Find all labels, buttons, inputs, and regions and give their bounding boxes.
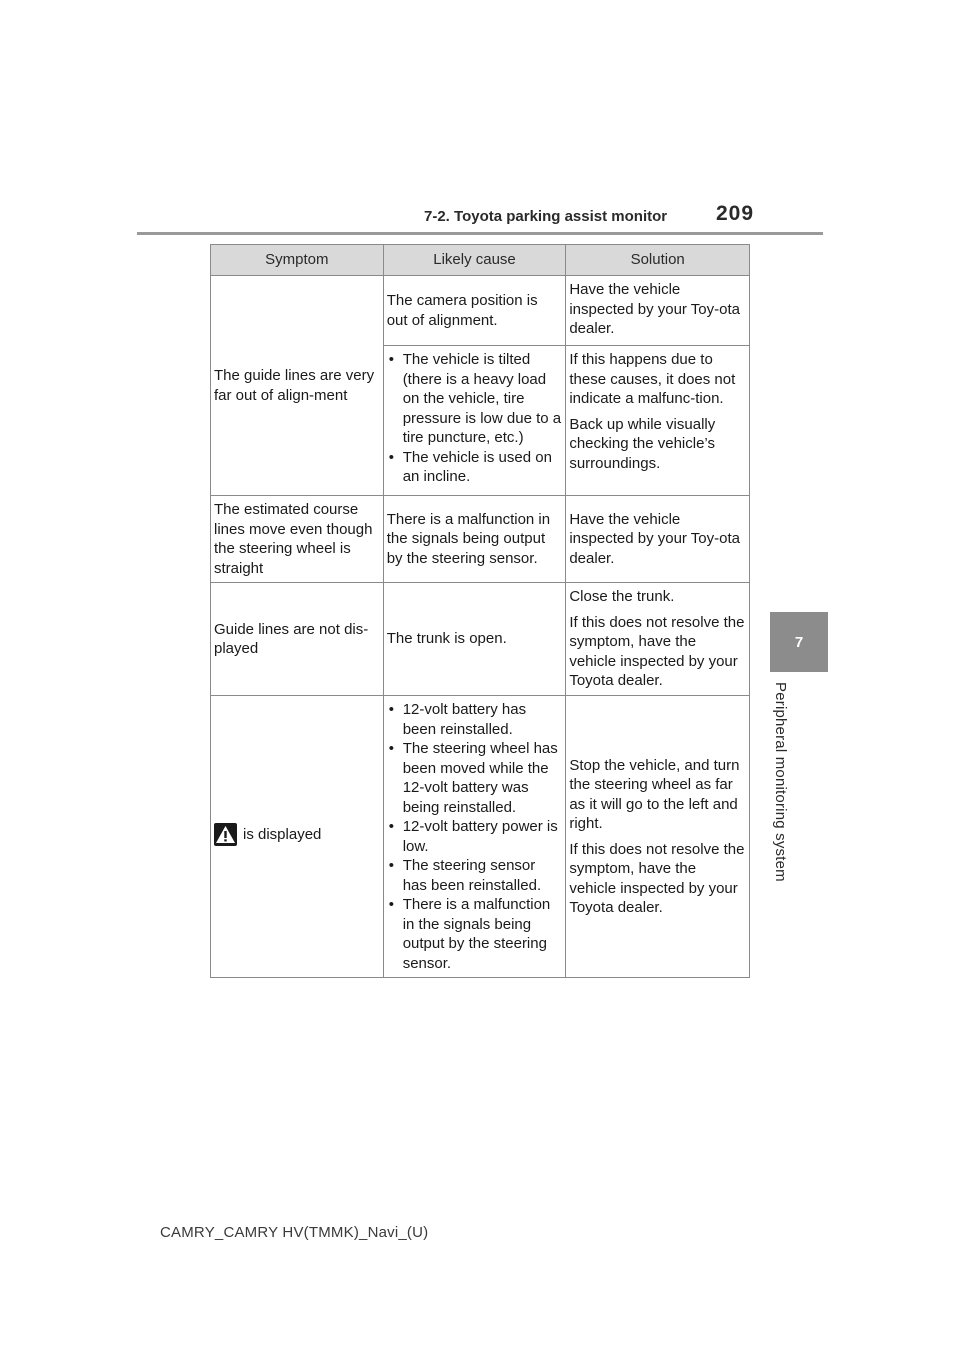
cause-list xyxy=(387,700,563,973)
warning-exclamation-icon xyxy=(214,823,237,846)
cause-cell xyxy=(383,276,566,346)
column-header-symptom: Symptom xyxy=(211,245,384,276)
cause-item: • The vehicle is used on an incline. xyxy=(387,448,563,487)
cause-cell xyxy=(383,696,566,978)
solution-text: If this happens due to these causes, it does not indicate a malfunc-tion. xyxy=(569,351,736,407)
cause-item: • The steering wheel has been moved while the 12-volt battery was being reinstalled. xyxy=(387,739,563,817)
cause-item: • There is a malfunction in the signals being output by the steering sensor. xyxy=(387,895,563,973)
solution-cell xyxy=(566,276,750,346)
solution-text: Close the trunk. xyxy=(569,588,675,606)
cause-item: • The vehicle is tilted (there is a heavy load on the vehicle, tire pressure is low due to a tire puncture, etc.) xyxy=(387,350,563,448)
cause-cell xyxy=(383,496,566,583)
table-row xyxy=(211,496,750,583)
cause-item: • 12-volt battery has been reinstalled. xyxy=(387,700,563,739)
symptom-text: is displayed xyxy=(243,826,322,843)
solution-text: Stop the vehicle, and turn the steering wheel as far as it will go to the left and right. xyxy=(569,756,740,832)
solution-text: If this does not resolve the symptom, have the vehicle inspected by your Toyota dealer. xyxy=(569,840,745,916)
cause-text: There is a malfunction in the signals being output by the steering sensor. xyxy=(386,510,551,567)
cause-text: The camera position is out of alignment. xyxy=(386,292,538,329)
symptom-cell xyxy=(211,496,384,583)
table-header-row xyxy=(211,245,750,276)
cause-cell xyxy=(383,583,566,696)
symptom-with-icon xyxy=(214,823,321,846)
solution-cell xyxy=(566,346,750,496)
solution-cell xyxy=(566,583,750,696)
column-header-solution: Solution xyxy=(566,245,750,276)
column-header-likely-cause: Likely cause xyxy=(383,245,566,276)
symptom-text: The guide lines are very far out of align-ment xyxy=(214,367,375,404)
table-row xyxy=(211,696,750,978)
symptom-cell xyxy=(211,583,384,696)
cause-list xyxy=(387,350,563,487)
warning-triangle-icon xyxy=(215,825,236,844)
page-number: 209 xyxy=(716,202,755,225)
cause-item: • 12-volt battery power is low. xyxy=(387,817,563,856)
solution-cell xyxy=(566,696,750,978)
solution-text: Have the vehicle inspected by your Toy-ota dealer. xyxy=(569,281,740,337)
cause-text: The trunk is open. xyxy=(386,630,507,648)
symptom-text: The estimated course lines move even though the steering wheel is straight xyxy=(214,501,373,577)
footer-model-code: CAMRY_CAMRY HV(TMMK)_Navi_(U) xyxy=(160,1224,429,1241)
table-row xyxy=(211,583,750,696)
troubleshooting-table xyxy=(210,244,750,978)
page-header xyxy=(0,0,960,240)
section-title: 7-2. Toyota parking assist monitor xyxy=(424,208,668,225)
table-row xyxy=(211,276,750,346)
chapter-number: 7 xyxy=(794,633,804,651)
cause-item: • The steering sensor has been reinstalled. xyxy=(387,856,563,895)
chapter-title: Peripheral monitoring system xyxy=(772,682,789,882)
solution-text: Have the vehicle inspected by your Toy-ota dealer. xyxy=(569,510,740,567)
solution-text: Back up while visually checking the vehicle’s surroundings. xyxy=(569,415,716,472)
chapter-tab xyxy=(770,612,828,672)
symptom-text: Guide lines are not dis-played xyxy=(214,620,369,657)
header-divider xyxy=(137,232,823,235)
solution-text: If this does not resolve the symptom, have the vehicle inspected by your Toyota dealer. xyxy=(569,613,745,690)
symptom-cell xyxy=(211,276,384,496)
cause-cell xyxy=(383,346,566,496)
symptom-cell xyxy=(211,696,384,978)
solution-cell xyxy=(566,496,750,583)
